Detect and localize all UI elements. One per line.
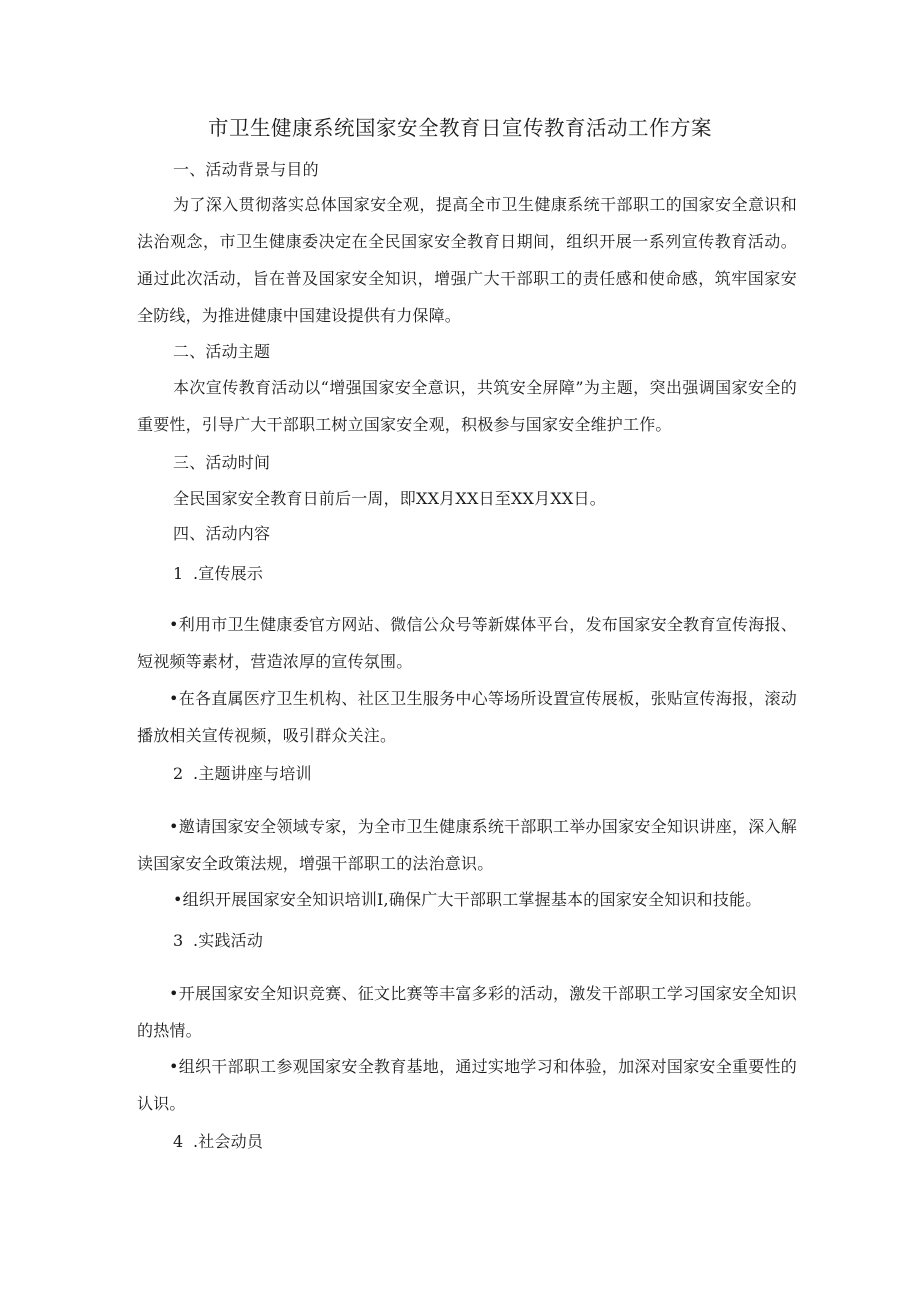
item-2-bullet-2: •组织开展国家安全知识培训I,确保广大干部职工掌握基本的国家安全知识和技能。 xyxy=(173,890,762,909)
item-heading-3 xyxy=(173,929,263,953)
section-heading-2: 二、活动主题 xyxy=(173,342,271,361)
item-label: .实践活动 xyxy=(193,931,264,950)
section-heading-3: 三、活动时间 xyxy=(173,453,271,472)
item-1-bullet-2: •在各直属医疗卫生机构、社区卫生服务中心等场所设置宣传展板，张贴宣传海报，滚动播放相关宣传视频，吸引群众关注。 xyxy=(137,689,797,745)
item-heading-2 xyxy=(173,762,312,786)
item-number: 2 xyxy=(173,764,184,783)
item-number: 4 xyxy=(173,1132,184,1151)
section-heading-4: 四、活动内容 xyxy=(173,524,271,543)
item-number: 1 xyxy=(173,564,184,583)
section-body-2: 本次宣传教育活动以“增强国家安全意识，共筑安全屏障”为主题，突出强调国家安全的重要性，引导广大干部职工树立国家安全观，积极参与国家安全维护工作。 xyxy=(137,378,797,434)
item-3-bullet-2: •组织干部职工参观国家安全教育基地，通过实地学习和体验，加深对国家安全重要性的认识。 xyxy=(137,1057,797,1113)
item-2-bullet-1: •邀请国家安全领域专家，为全市卫生健康系统干部职工举办国家安全知识讲座，深入解读国家安全政策法规，增强干部职工的法治意识。 xyxy=(137,817,797,873)
section-body-3: 全民国家安全教育日前后一周，即XX月XX日至XX月XX日。 xyxy=(173,489,606,508)
item-number: 3 xyxy=(173,931,184,950)
item-1-bullet-1: •利用市卫生健康委官方网站、微信公众号等新媒体平台，发布国家安全教育宣传海报、短视频等素材，营造浓厚的宣传氛围。 xyxy=(137,615,797,671)
section-heading-1: 一、活动背景与目的 xyxy=(173,160,319,179)
item-heading-1 xyxy=(173,562,263,586)
section-body-1: 为了深入贯彻落实总体国家安全观，提高全市卫生健康系统干部职工的国家安全意识和法治观念，市卫生健康委决定在全民国家安全教育日期间，组织开展一系列宣传教育活动。通过此次活动，旨在普及国家安全知识，增强广大干部职工的责任感和使命感，筑牢国家安全防线，为推进健康中国建设提供有力保障。 xyxy=(137,195,797,325)
item-3-bullet-1: •开展国家安全知识竞赛、征文比赛等丰富多彩的活动，激发干部职工学习国家安全知识的热情。 xyxy=(137,984,797,1040)
item-label: .社会动员 xyxy=(193,1132,264,1151)
item-label: .宣传展示 xyxy=(193,564,264,583)
item-heading-4 xyxy=(173,1130,263,1154)
item-label: .主题讲座与培训 xyxy=(193,764,312,783)
document-title: 市卫生健康系统国家安全教育日宣传教育活动工作方案 xyxy=(208,116,712,140)
